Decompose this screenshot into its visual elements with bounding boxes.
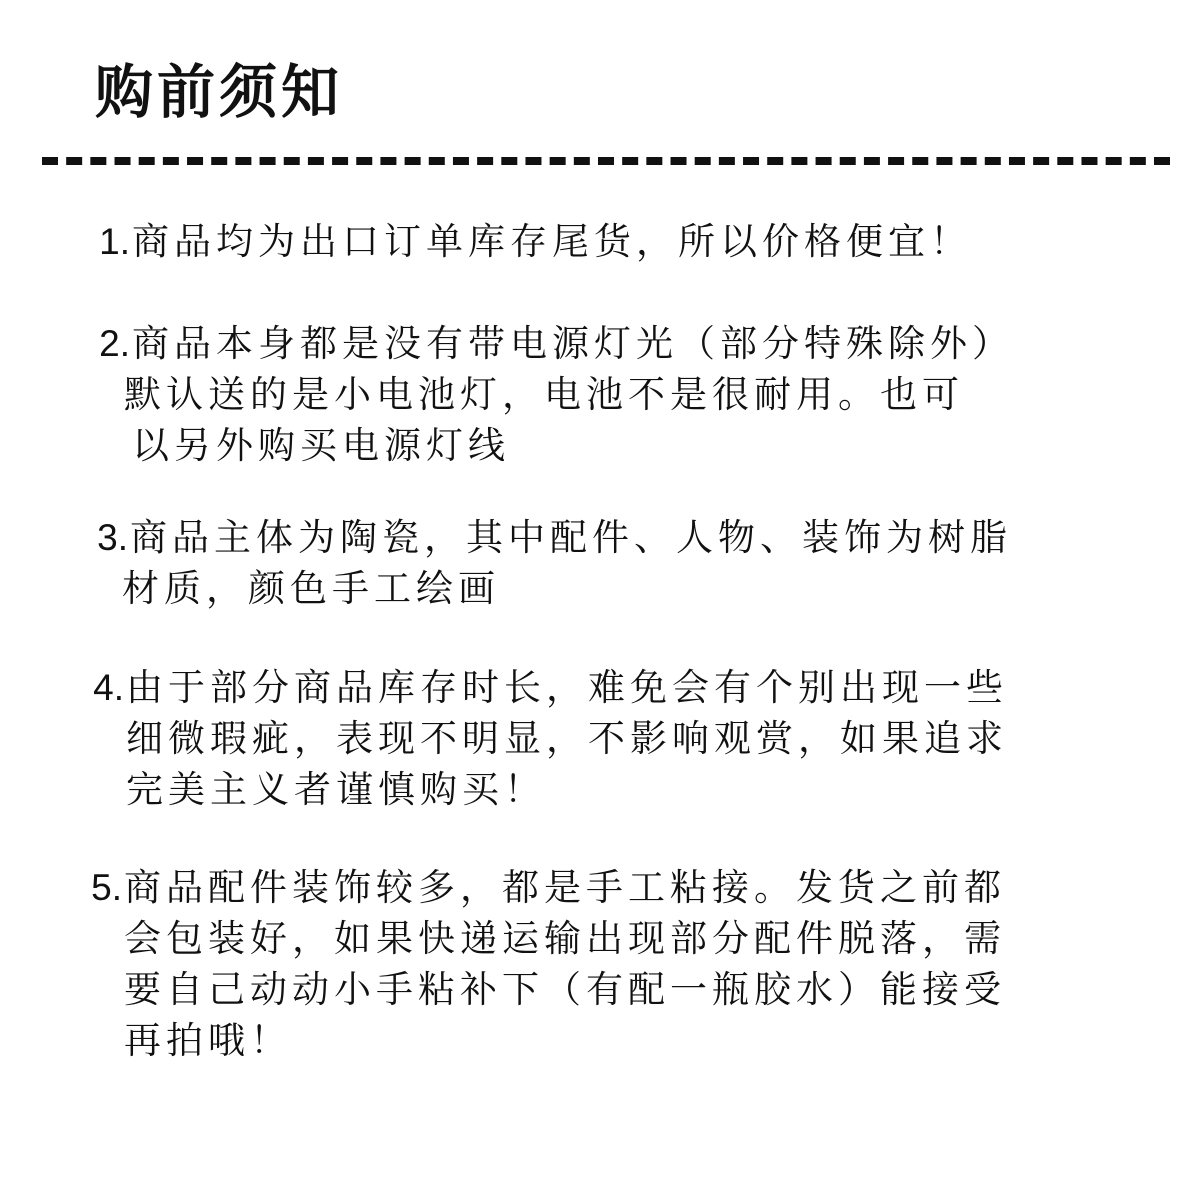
item-number: 4. [93, 667, 124, 708]
item-text-line: 以另外购买电源灯线 [132, 424, 510, 467]
item-text-line: 商品主体为陶瓷，其中配件、人物、装饰为树脂 [130, 516, 1012, 559]
item-text-line: 商品配件装饰较多，都是手工粘接。发货之前都 [124, 866, 1006, 909]
item-number: 5. [91, 867, 122, 908]
item-text-line: 再拍哦！ [124, 1019, 292, 1062]
item-number: 3. [97, 517, 128, 558]
page-title: 购前须知 [95, 58, 344, 126]
item-text-line: 完美主义者谨慎购买！ [126, 768, 546, 811]
dashed-divider [42, 157, 1170, 165]
item-number: 1. [99, 221, 130, 262]
item-text-line: 商品均为出口订单库存尾货，所以价格便宜！ [132, 220, 972, 263]
item-text-line: 商品本身都是没有带电源灯光（部分特殊除外） [132, 322, 1014, 365]
item-text-line: 会包装好，如果快递运输出现部分配件脱落，需 [124, 917, 1006, 960]
item-text-line: 默认送的是小电池灯，电池不是很耐用。也可 [124, 373, 964, 416]
item-text-line: 细微瑕疵，表现不明显，不影响观赏，如果追求 [126, 717, 1008, 760]
item-number: 2. [99, 323, 130, 364]
item-text-line: 材质，颜色手工绘画 [122, 567, 500, 610]
item-text-line: 要自己动动小手粘补下（有配一瓶胶水）能接受 [124, 968, 1006, 1011]
item-text-line: 由于部分商品库存时长，难免会有个别出现一些 [126, 666, 1008, 709]
